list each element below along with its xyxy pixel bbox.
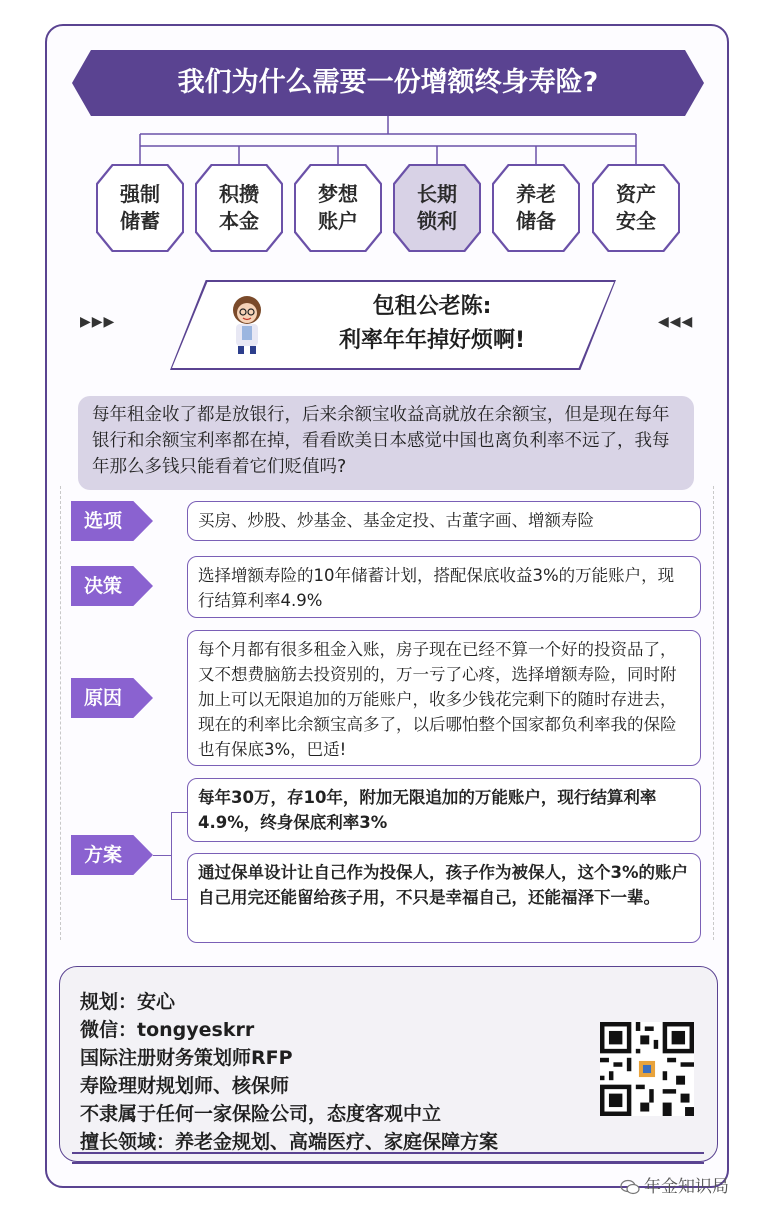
footer-rule — [72, 1152, 704, 1154]
hex-long-term-lock-rate — [393, 164, 481, 252]
hex-asset-safety — [592, 164, 680, 252]
tag-plan-label: 方案 — [83, 844, 122, 866]
hex-label: 梦想 账户 — [318, 182, 358, 233]
persona-quote — [282, 290, 582, 358]
footer-rule — [72, 1162, 704, 1164]
avatar-icon — [226, 294, 268, 356]
watermark-text: 年金知识局 — [644, 1177, 729, 1197]
advisor-specialty: 擅长领域：养老金规划、高端医疗、家庭保障方案 — [80, 1131, 499, 1153]
right-arrows-icon: ◀◀◀ — [658, 314, 694, 330]
page-title: 我们为什么需要一份增额终身寿险? — [177, 67, 599, 98]
decision-box: 选择增额寿险的10年储蓄计划，搭配保底收益3%的万能账户，现行结算利率4.9% — [187, 556, 701, 618]
plan-box-1: 每年30万，存10年，附加无限追加的万能账户，现行结算利率4.9%，终身保底利率3% — [187, 778, 701, 842]
advisor-wechat: 微信：tongyeskrr — [80, 1019, 255, 1041]
advisor-independence: 不隶属于任何一家保险公司，态度客观中立 — [80, 1103, 442, 1125]
advisor-info — [80, 988, 498, 1156]
plan-bracket — [171, 812, 172, 900]
qr-code-icon — [600, 1022, 694, 1116]
hex-forced-savings — [96, 164, 184, 252]
hex-dream-account — [294, 164, 382, 252]
reason-box: 每个月都有很多租金入账，房子现在已经不算一个好的投资品了，又不想费脑筋去投资别的，万一亏了心疼，选择增额寿险，同时附加上可以无限追加的万能账户，收多少钱花完剩下的随时存进去，现在的利率比余额宝高多了，以后哪怕整个国家都负利率我的保险也有保底3%，巴适! — [187, 630, 701, 766]
advisor-cert-underwriter: 寿险理财规划师、核保师 — [80, 1075, 290, 1097]
hex-accumulate-principal — [195, 164, 283, 252]
left-arrows-icon: ▶▶▶ — [80, 314, 116, 330]
story-text: 每年租金收了都是放银行，后来余额宝收益高就放在余额宝，但是现在每年银行和余额宝利率都在掉，看看欧美日本感觉中国也离负利率不远了，我每年那么多钱只能看着它们贬值吗? — [92, 405, 670, 477]
advisor-planner: 规划：安心 — [80, 991, 176, 1013]
plan-box-2: 通过保单设计让自己作为投保人，孩子作为被保人，这个3%的账户自己用完还能留给孩子用，不只是幸福自己，还能福泽下一辈。 — [187, 853, 701, 943]
persona-name: 包租公老陈: — [372, 294, 492, 319]
tag-decision-label: 决策 — [83, 575, 122, 597]
tag-reason-label: 原因 — [83, 687, 122, 709]
hex-label: 长期 锁利 — [417, 182, 457, 233]
hex-connector-lines — [0, 0, 769, 170]
hex-label: 养老 储备 — [516, 182, 556, 233]
watermark — [620, 1172, 729, 1197]
persona-complaint: 利率年年掉好烦啊! — [338, 328, 526, 353]
options-box: 买房、炒股、炒基金、基金定投、古董字画、增额寿险 — [187, 501, 701, 541]
hex-pension-reserve — [492, 164, 580, 252]
hex-label: 资产 安全 — [616, 182, 656, 233]
wechat-icon — [620, 1179, 640, 1195]
tag-options-label: 选项 — [83, 510, 122, 532]
hex-label: 强制 储蓄 — [120, 182, 160, 233]
hex-label: 积攒 本金 — [219, 182, 259, 233]
advisor-cert-rfp: 国际注册财务策划师RFP — [80, 1047, 293, 1069]
